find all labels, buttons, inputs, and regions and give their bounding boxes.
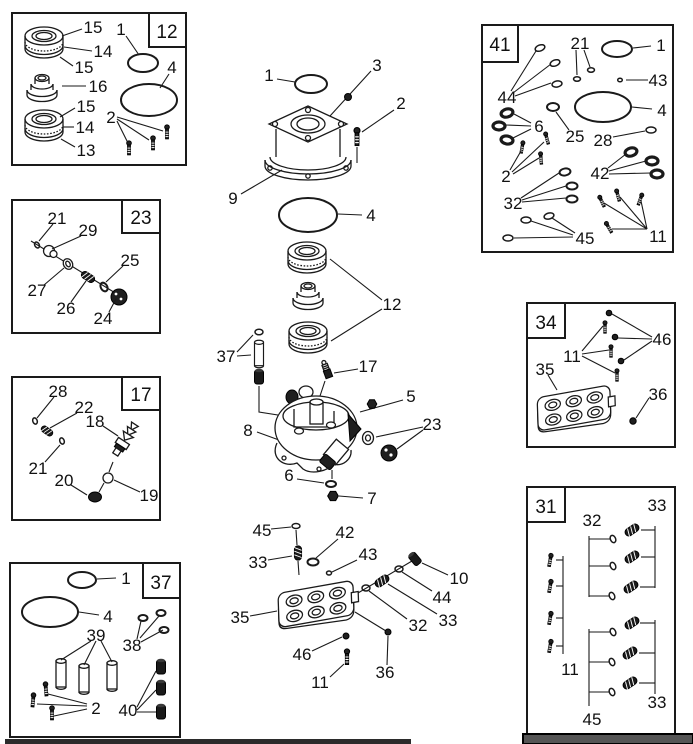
inset-tag: 41 xyxy=(489,35,511,56)
o-ring-large xyxy=(279,198,337,232)
inset-box-34 xyxy=(527,303,675,447)
callout-43: 43 xyxy=(358,545,378,564)
callout-1: 1 xyxy=(121,569,131,588)
callout-24: 24 xyxy=(93,309,113,328)
callout-13: 13 xyxy=(76,141,96,160)
bottom-bar-left xyxy=(5,739,411,744)
inset-tag: 31 xyxy=(535,497,557,518)
callout-33: 33 xyxy=(647,496,667,515)
callout-29: 29 xyxy=(78,221,98,240)
inset-box-31 xyxy=(527,487,675,735)
callout-25: 25 xyxy=(565,127,585,146)
callout-11: 11 xyxy=(563,347,581,366)
check-ball xyxy=(630,418,636,424)
callout-26: 26 xyxy=(56,299,76,318)
plugs xyxy=(157,659,166,719)
callout-11: 11 xyxy=(561,660,579,679)
nut xyxy=(328,491,339,500)
callout-4: 4 xyxy=(657,101,667,120)
callout-1: 1 xyxy=(116,20,126,39)
callout-18: 18 xyxy=(85,412,105,431)
callout-25: 25 xyxy=(120,251,140,270)
plug xyxy=(407,551,422,567)
callout-44: 44 xyxy=(497,88,517,107)
callout-36: 36 xyxy=(648,385,668,404)
central-exploded-view xyxy=(217,56,469,692)
callout-5: 5 xyxy=(406,387,416,406)
spring xyxy=(374,574,391,589)
callout-11: 11 xyxy=(311,673,329,692)
callout-4: 4 xyxy=(103,607,113,626)
callout-33: 33 xyxy=(248,553,268,572)
inset-box-23 xyxy=(12,200,160,333)
callout-28: 28 xyxy=(593,131,613,150)
callout-6: 6 xyxy=(284,466,294,485)
pump-manifold xyxy=(275,386,361,472)
o-ring-small xyxy=(327,571,332,575)
inset-tag: 12 xyxy=(156,22,178,43)
callout-15: 15 xyxy=(83,18,103,37)
callout-45: 45 xyxy=(582,710,602,729)
callout-32: 32 xyxy=(503,194,523,213)
valve-plate xyxy=(278,579,359,631)
callout-2: 2 xyxy=(396,94,406,113)
callout-15: 15 xyxy=(74,58,94,77)
callout-35: 35 xyxy=(535,360,555,379)
callout-14: 14 xyxy=(75,118,95,137)
inset-box-12 xyxy=(12,13,186,165)
callout-36: 36 xyxy=(375,663,395,682)
callout-2: 2 xyxy=(106,108,116,127)
callout-1: 1 xyxy=(264,66,274,85)
callout-37: 37 xyxy=(216,347,236,366)
cap xyxy=(89,492,102,502)
callout-14: 14 xyxy=(93,42,113,61)
callout-45: 45 xyxy=(575,229,595,248)
callout-42: 42 xyxy=(590,164,610,183)
nut xyxy=(367,400,377,408)
inset-box-17 xyxy=(12,377,160,520)
callout-33: 33 xyxy=(438,611,458,630)
callout-35: 35 xyxy=(230,608,250,627)
callout-16: 16 xyxy=(88,77,108,96)
callout-10: 10 xyxy=(449,569,469,588)
callout-2: 2 xyxy=(501,167,511,186)
callout-12: 12 xyxy=(382,295,402,314)
callout-46: 46 xyxy=(652,330,672,349)
callout-4: 4 xyxy=(167,58,177,77)
callout-32: 32 xyxy=(582,511,602,530)
callout-39: 39 xyxy=(86,626,106,645)
spring xyxy=(294,546,301,560)
o-ring xyxy=(103,473,113,483)
callout-27: 27 xyxy=(27,281,47,300)
callout-9: 9 xyxy=(228,189,238,208)
plunger-kit xyxy=(255,329,264,384)
screw xyxy=(354,128,360,146)
callout-33: 33 xyxy=(647,693,667,712)
callout-45: 45 xyxy=(252,521,272,540)
bottom-bar-right xyxy=(523,734,693,744)
check-ball xyxy=(345,94,352,101)
inset-tag: 23 xyxy=(130,208,152,229)
callout-20: 20 xyxy=(54,471,74,490)
inset-tag: 17 xyxy=(130,385,152,406)
callout-43: 43 xyxy=(648,71,668,90)
callout-3: 3 xyxy=(372,56,382,75)
callout-19: 19 xyxy=(139,486,159,505)
callout-21: 21 xyxy=(570,34,590,53)
callout-8: 8 xyxy=(243,421,253,440)
callout-2: 2 xyxy=(91,699,101,718)
o-ring xyxy=(308,559,319,566)
callout-17: 17 xyxy=(358,357,378,376)
fitting xyxy=(320,359,333,378)
o-ring xyxy=(295,75,327,93)
callout-32: 32 xyxy=(408,616,428,635)
inset-tag: 37 xyxy=(150,573,172,594)
callout-40: 40 xyxy=(118,701,138,720)
callout-6: 6 xyxy=(534,117,544,136)
pump-head xyxy=(265,106,351,180)
callout-11: 11 xyxy=(649,227,667,246)
inset-box-41 xyxy=(482,25,673,252)
o-ring-small xyxy=(292,524,300,529)
seal-stack xyxy=(288,242,327,353)
pistons xyxy=(56,659,117,695)
cap xyxy=(111,289,127,305)
inset-box-37 xyxy=(10,563,180,737)
o-ring xyxy=(326,481,336,487)
callout-7: 7 xyxy=(367,489,377,508)
callout-15: 15 xyxy=(76,97,96,116)
callout-21: 21 xyxy=(47,209,67,228)
check-ball xyxy=(343,633,349,639)
callout-38: 38 xyxy=(122,636,142,655)
callout-42: 42 xyxy=(335,523,355,542)
callout-4: 4 xyxy=(366,206,376,225)
callout-1: 1 xyxy=(656,36,666,55)
callout-21: 21 xyxy=(28,459,48,478)
callout-22: 22 xyxy=(74,398,94,417)
inset-tag: 34 xyxy=(535,313,557,334)
callout-28: 28 xyxy=(48,382,68,401)
callout-23: 23 xyxy=(422,415,442,434)
check-ball xyxy=(385,629,391,635)
callout-46: 46 xyxy=(292,645,312,664)
callout-44: 44 xyxy=(432,588,452,607)
screw xyxy=(344,649,349,665)
